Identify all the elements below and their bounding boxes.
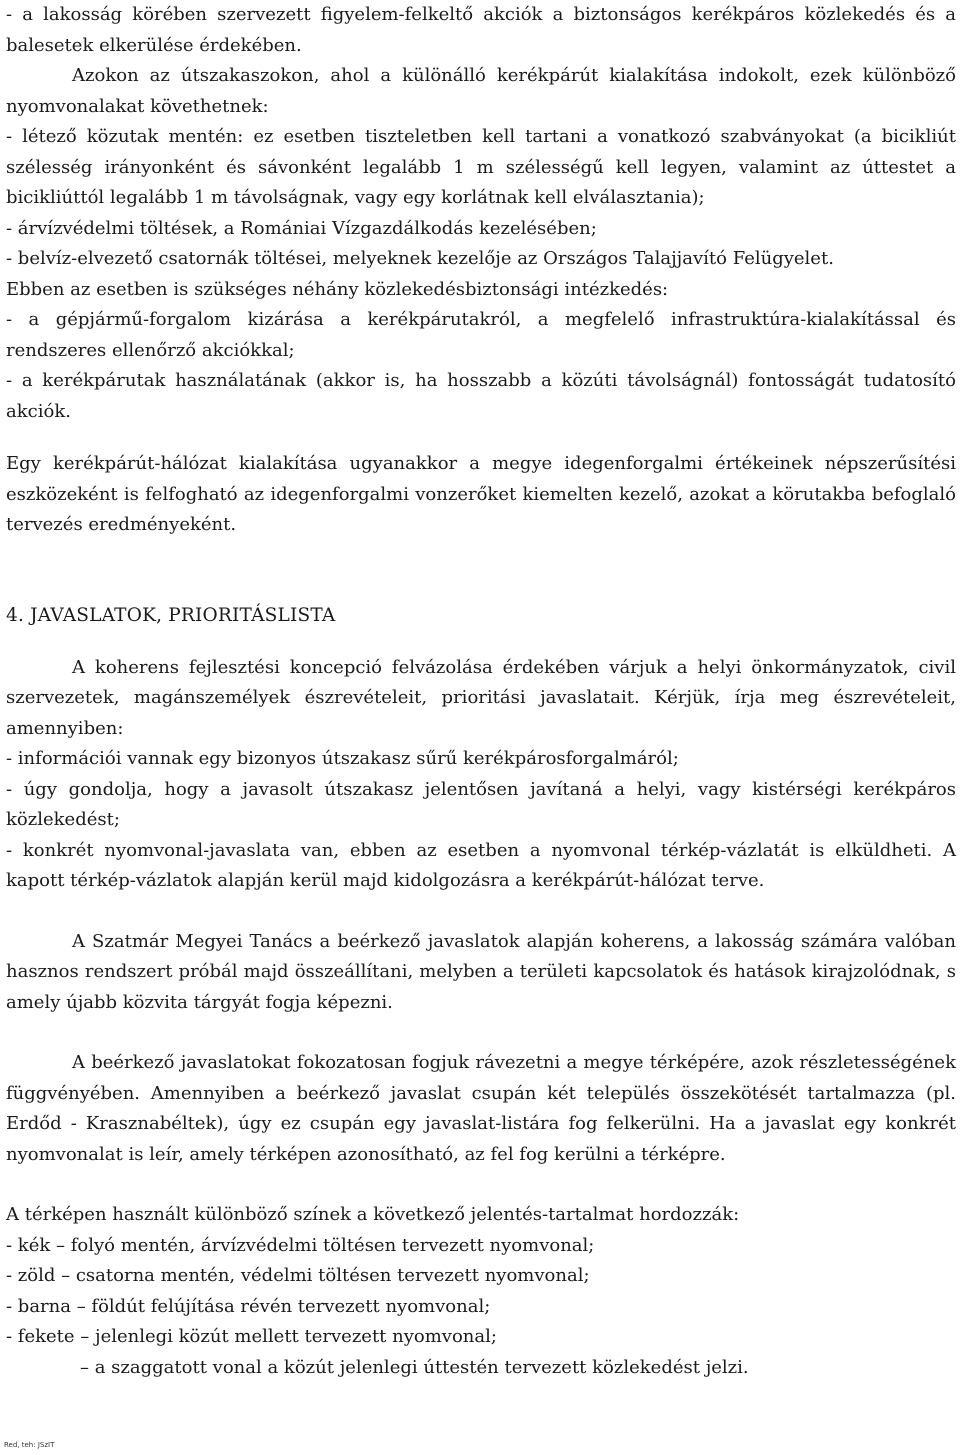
paragraph-tourism: Egy kerékpárút-hálózat kialakítása ugyanakkor a megye idegenforgalmi értékeinek népszerűsítési eszközeként is felfogható az idegenforgalmi vonzerőket kiemelten kezelő, azokat a körutakba befoglaló tervezés eredményeként. (6, 453, 956, 535)
list-item: - létező közutak mentén: ez esetben tiszteletben kell tartani a vonatkozó szabványokat (a bicikliút szélesség irányonként és sávonként legalább 1 m szélességű kell legyen, valamint az úttestet a bicikliúttól legalább 1 m távolságnak, vagy egy korlátnak kell elválasztania); (6, 126, 956, 208)
list-item: - belvíz-elvezető csatornák töltései, melyeknek kezelője az Országos Talajjavító Felügyelet. (6, 248, 834, 269)
paragraph: - a lakosság körében szervezett figyelem-felkeltő akciók a biztonságos kerékpáros közlekedés és a balesetek elkerülése érdekében. (6, 4, 956, 56)
list-item: - információi vannak egy bizonyos útszakasz sűrű kerékpárosforgalmáról; (6, 748, 679, 769)
paragraph: Ebben az esetben is szükséges néhány közlekedésbiztonsági intézkedés: (6, 278, 669, 300)
legend-intro: A térképen használt különböző színek a következő jelentés-tartalmat hordozzák: (6, 1204, 740, 1225)
section-heading: 4. JAVASLATOK, PRIORITÁSLISTA (6, 604, 336, 626)
paragraph-map: A beérkező javaslatokat fokozatosan fogjuk rávezetni a megye térképére, azok részletességének függvényében. Amennyiben a beérkező javaslat csupán két település összekötését tartalmazza (pl. Erdőd - Krasznabéltek), úgy ez csupán egy javaslat-listára fog felkerülni. Ha a javaslat egy konkrét nyomvonalat is leír, amely térképen azonosítható, az fel fog kerülni a térképre. (6, 1052, 956, 1165)
legend-item: - fekete – jelenlegi közút mellett tervezett nyomvonal; (6, 1326, 497, 1347)
list-item: - a kerékpárutak használatának (akkor is, ha hosszabb a közúti távolságnál) fontosságát tudatosító akciók. (6, 370, 956, 422)
document-page (6, 0, 956, 1383)
section-intro (6, 0, 956, 427)
footer-note: Red, teh: JSzIT (4, 1441, 55, 1449)
legend-item: – a szaggatott vonal a közút jelenlegi úttestén tervezett közlekedést jelzi. (80, 1356, 749, 1378)
legend-item: - zöld – csatorna mentén, védelmi töltésen tervezett nyomvonal; (6, 1265, 590, 1286)
list-item: - árvízvédelmi töltések, a Romániai Vízgazdálkodás kezelésében; (6, 217, 597, 239)
legend-item: - kék – folyó mentén, árvízvédelmi töltésen tervezett nyomvonal; (6, 1234, 595, 1256)
color-legend (6, 1200, 956, 1383)
paragraph: Azokon az útszakaszokon, ahol a különálló kerékpárút kialakítása indokolt, ezek különböző nyomvonalakat követhetnek: (6, 65, 956, 117)
paragraph: A koherens fejlesztési koncepció felvázolása érdekében várjuk a helyi önkormányzatok, civil szervezetek, magánszemélyek észrevételeit, prioritási javaslatait. Kérjük, írja meg észrevételeit, amennyiben: (6, 656, 956, 739)
legend-item: - barna – földút felújítása révén tervezett nyomvonal; (6, 1295, 491, 1317)
paragraph-council: A Szatmár Megyei Tanács a beérkező javaslatok alapján koherens, a lakosság számára valóban hasznos rendszert próbál majd összeállítani, melyben a területi kapcsolatok és hatások kirajzolódnak, s amely újabb közvita tárgyát fogja képezni. (6, 930, 956, 1013)
section-proposals (6, 653, 956, 897)
list-item: - úgy gondolja, hogy a javasolt útszakasz jelentősen javítaná a helyi, vagy kistérségi kerékpáros közlekedést; (6, 778, 956, 830)
list-item: - konkrét nyomvonal-javaslata van, ebben az esetben a nyomvonal térkép-vázlatát is elküldheti. A kapott térkép-vázlatok alapján kerül majd kidolgozásra a kerékpárút-hálózat terve. (6, 839, 956, 891)
list-item: - a gépjármű-forgalom kizárása a kerékpárutakról, a megfelelő infrastruktúra-kialakítással és rendszeres ellenőrző akciókkal; (6, 309, 956, 361)
